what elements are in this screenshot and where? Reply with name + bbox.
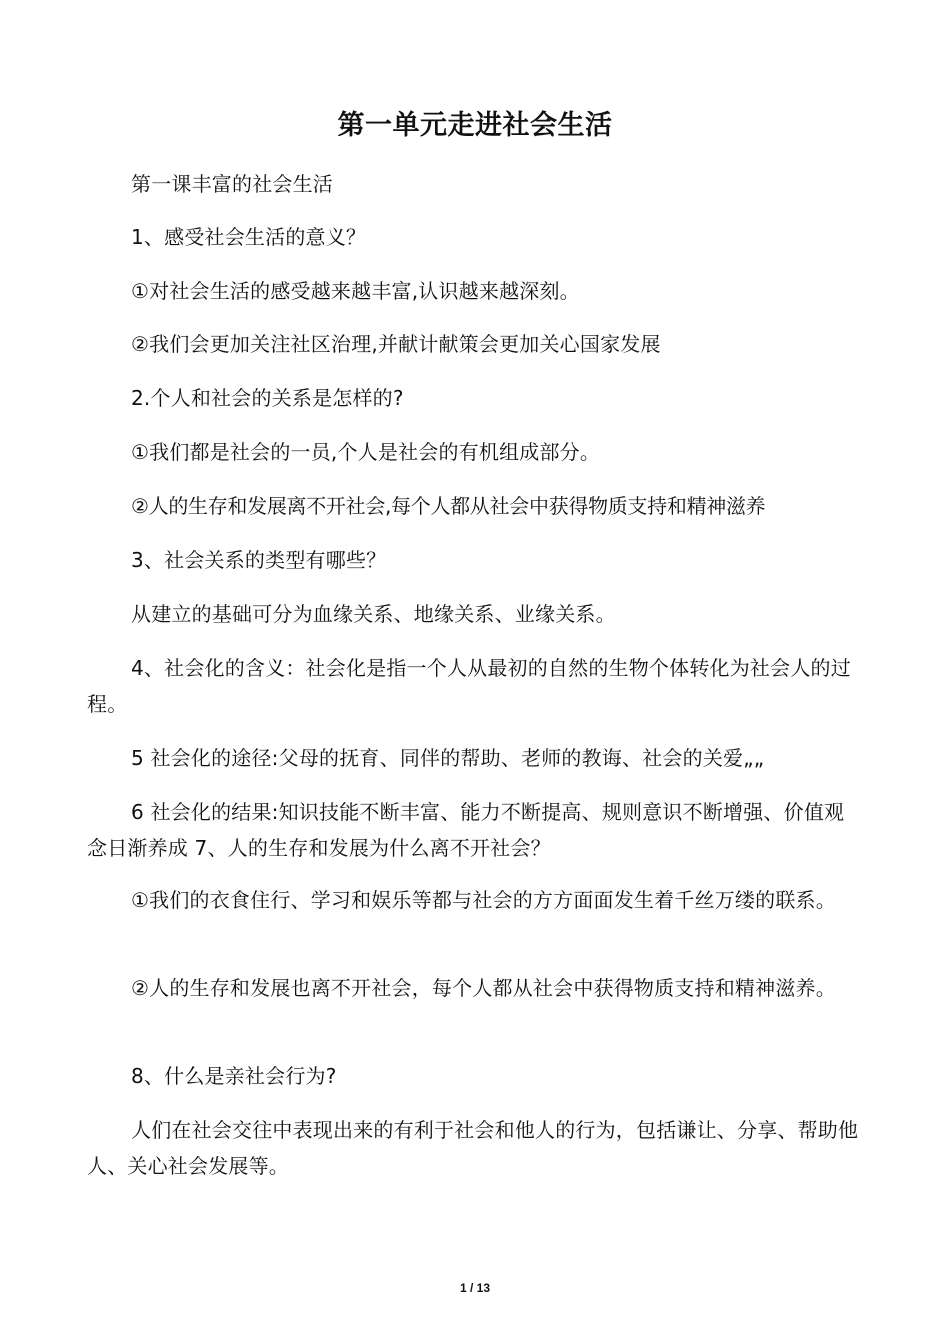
answer-1-point-2: ②我们会更加关注社区治理,并献计献策会更加关心国家发展: [131, 332, 661, 356]
question-8: 8、什么是亲社会行为?: [131, 1064, 337, 1088]
answer-7-point-2: ②人的生存和发展也离不开社会，每个人都从社会中获得物质支持和精神滋养。: [131, 976, 836, 1000]
item-5-socialization-paths: 5 社会化的途径:父母的抚育、同伴的帮助、老师的教诲、社会的关爱„„: [131, 746, 765, 770]
page-title: 第一单元走进社会生活: [337, 110, 613, 141]
page-indicator: 1 / 13: [459, 1281, 491, 1295]
question-1: 1、感受社会生活的意义？: [131, 225, 367, 249]
lesson-heading: 第一课丰富的社会生活: [131, 172, 333, 196]
answer-7-point-1: ①我们的衣食住行、学习和娱乐等都与社会的方方面面发生着千丝万缕的联系。: [131, 888, 836, 912]
answer-8: 人们在社会交往中表现出来的有利于社会和他人的行为，包括谦让、分享、帮助他人、关心社会发展等。: [87, 1118, 859, 1178]
answer-2-point-1: ①我们都是社会的一员,个人是社会的有机组成部分。: [131, 440, 601, 464]
item-6-socialization-results: 6 社会化的结果:知识技能不断丰富、能力不断提高、规则意识不断增强、价值观念日渐养成 7、人的生存和发展为什么离不开社会？: [87, 800, 845, 860]
item-4-socialization-meaning: 4、社会化的含义：社会化是指一个人从最初的自然的生物个体转化为社会人的过程。: [87, 656, 851, 716]
answer-3: 从建立的基础可分为血缘关系、地缘关系、业缘关系。: [131, 602, 616, 626]
answer-2-point-2: ②人的生存和发展离不开社会,每个人都从社会中获得物质支持和精神滋养: [131, 494, 766, 518]
question-3: 3、社会关系的类型有哪些？: [131, 548, 387, 572]
question-2: 2.个人和社会的关系是怎样的?: [131, 386, 404, 410]
answer-1-point-1: ①对社会生活的感受越来越丰富,认识越来越深刻。: [131, 279, 580, 303]
